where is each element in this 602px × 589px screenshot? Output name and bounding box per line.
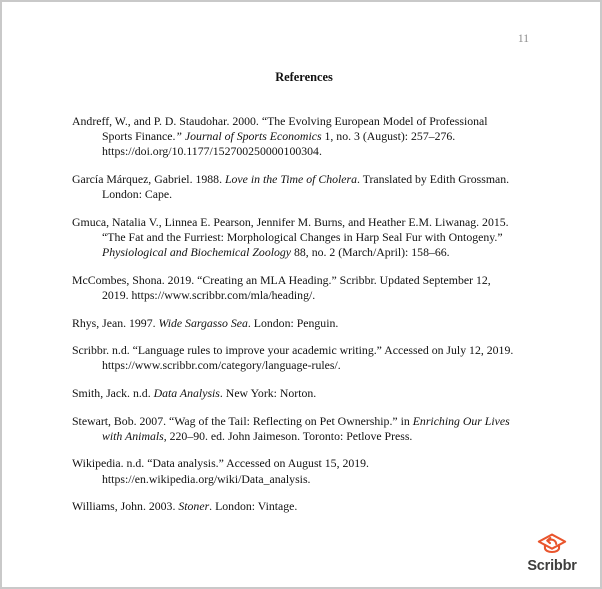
reference-line: Stewart, Bob. 2007. “Wag of the Tail: Reflecting on Pet Ownership.” in Enriching Our Lives	[72, 413, 510, 428]
scribbr-logo	[520, 531, 584, 574]
reference-line: Williams, John. 2003. Stoner. London: Vintage.	[72, 499, 298, 514]
reference-line: Physiological and Biochemical Zoology 88, no. 2 (March/April): 158–66.	[102, 245, 450, 260]
reference-line: García Márquez, Gabriel. 1988. Love in the Time of Cholera. Translated by Edith Grossman.	[72, 172, 510, 186]
reference-entry	[72, 499, 542, 514]
reference-line: Gmuca, Natalia V., Linnea E. Pearson, Jennifer M. Burns, and Heather E.M. Liwanag. 2015.	[72, 214, 509, 229]
page-number: 11	[517, 33, 529, 45]
reference-entry	[72, 273, 542, 303]
reference-entry	[72, 386, 542, 401]
reference-line: Scribbr. n.d. “Language rules to improve your academic writing.” Accessed on July 12, 2019.	[72, 343, 514, 358]
reference-line: Andreff, W., and P. D. Staudohar. 2000. “The Evolving European Model of Professional	[72, 114, 488, 128]
reference-entry	[72, 316, 542, 331]
reference-line: London: Cape.	[102, 187, 173, 202]
reference-line: Rhys, Jean. 1997. Wide Sargasso Sea. London: Penguin.	[72, 315, 339, 330]
references-list	[72, 114, 542, 514]
reference-line: https://www.scribbr.com/category/language-rules/.	[102, 358, 341, 373]
reference-line: Sports Finance.” Journal of Sports Economics 1, no. 3 (August): 257–276.	[102, 129, 456, 144]
reference-line: 2019. https://www.scribbr.com/mla/heading/.	[102, 288, 316, 302]
reference-entry	[72, 114, 542, 160]
reference-entry	[72, 414, 542, 444]
reference-entry	[72, 343, 542, 373]
reference-entry	[72, 456, 542, 486]
reference-line: with Animals, 220–90. ed. John Jaimeson. Toronto: Petlove Press.	[102, 428, 413, 443]
reference-entry	[72, 215, 542, 261]
reference-entry	[72, 172, 542, 202]
reference-line: https://en.wikipedia.org/wiki/Data_analysis.	[102, 471, 311, 486]
reference-line: McCombes, Shona. 2019. “Creating an MLA Heading.” Scribbr. Updated September 12,	[72, 272, 491, 287]
references-heading: References	[275, 70, 333, 84]
reference-line: “The Fat and the Furriest: Morphological Changes in Harp Seal Fur with Ontogeny.”	[102, 230, 503, 244]
reference-line: https://doi.org/10.1177/152700250000100304.	[102, 144, 322, 159]
scribbr-wordmark: Scribbr	[527, 558, 577, 574]
graduation-cap-icon	[536, 531, 568, 557]
reference-line: Smith, Jack. n.d. Data Analysis. New York: Norton.	[72, 385, 317, 400]
reference-line: Wikipedia. n.d. “Data analysis.” Accessed on August 15, 2019.	[72, 456, 370, 471]
